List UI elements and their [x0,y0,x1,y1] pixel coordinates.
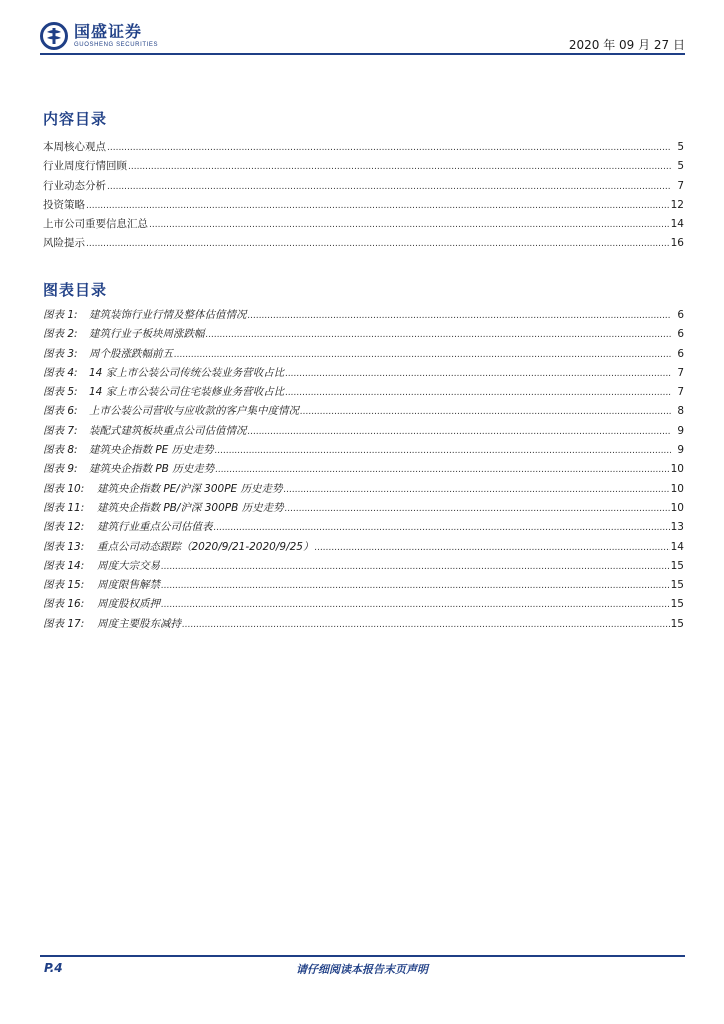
figure-item[interactable] [43,519,684,538]
figure-label: 建筑行业子板块周涨跌幅 [89,328,205,341]
toc-item[interactable] [43,197,684,216]
figure-number: 图表 13: [43,540,85,553]
dot-leader [214,523,670,533]
figure-number: 图表 15: [43,579,85,592]
figure-number: 图表 9: [43,463,78,476]
figures-title: 图表目录 [43,281,108,299]
figure-page: 9 [677,444,684,457]
figure-page: 15 [670,559,684,572]
figure-page: 6 [677,309,684,321]
toc-item-label: 投资策略 [43,198,85,211]
dot-leader [314,543,669,553]
dot-leader [215,446,671,456]
figure-item[interactable] [43,442,684,461]
figure-page: 15 [670,598,684,611]
dot-leader [182,620,670,630]
dot-leader [248,311,672,321]
dot-leader [107,143,671,153]
figure-page: 15 [670,579,684,592]
figure-number: 图表 10: [43,482,85,495]
figure-item[interactable] [43,461,684,480]
figure-item[interactable] [43,326,684,345]
figure-page: 14 [670,540,684,553]
figure-number: 图表 7: [43,424,78,437]
figure-number: 图表 12: [43,521,85,534]
figure-label: 上市公装公司营收与应收款的客户集中度情况 [89,405,299,418]
toc-item-label: 上市公司重要信息汇总 [43,218,148,231]
figure-label: 周度股权质押 [97,598,160,611]
toc-item-page: 7 [677,179,684,192]
figure-page: 13 [670,521,684,534]
figure-label: 建筑央企指数 PE/沪深 300PE 历史走势 [97,482,283,495]
figure-label: 周度主要股东减持 [97,617,181,630]
figure-page: 7 [677,366,684,379]
toc-item-label: 行业周度行情回顾 [43,160,127,173]
dot-leader [248,427,672,437]
toc-item[interactable] [43,216,684,235]
dot-leader [285,369,671,379]
dot-leader [161,562,670,572]
figure-label: 14 家上市公装公司传统公装业务营收占比 [89,366,285,379]
figure-item[interactable] [43,365,684,384]
figure-number: 图表 5: [43,386,78,399]
figure-page: 15 [670,617,684,630]
dot-leader [128,162,671,172]
figure-number: 图表 17: [43,617,85,630]
figure-label: 建筑行业重点公司估值表 [97,521,213,534]
figure-page: 10 [670,463,684,476]
figure-page: 8 [677,405,684,418]
toc-item-page: 14 [670,218,684,231]
figure-label: 周度限售解禁 [97,579,160,592]
figure-number: 图表 1: [43,309,78,321]
toc-item[interactable] [43,235,684,254]
toc-item[interactable] [43,158,684,177]
figure-item[interactable] [43,558,684,577]
figure-item[interactable] [43,423,684,442]
logo-english-name: GUOSHENG SECURITIES [74,42,159,48]
figure-item[interactable] [43,346,684,365]
figure-label: 重点公司动态跟踪（2020/9/21-2020/9/25） [97,540,314,553]
dot-leader [215,465,669,475]
dot-leader [86,239,670,249]
figures-list [43,307,684,635]
page-header [40,18,685,54]
dot-leader [174,350,671,360]
figure-page: 10 [670,482,684,495]
dot-leader [149,220,670,230]
figure-label: 建筑装饰行业行情及整体估值情况 [89,309,247,321]
page-number: P.4 [44,961,63,975]
figure-number: 图表 3: [43,347,78,360]
toc-item[interactable] [43,178,684,197]
toc-item[interactable] [43,139,684,158]
company-logo [40,22,158,50]
figure-page: 10 [670,501,684,514]
contents-list [43,139,684,255]
figure-number: 图表 8: [43,444,78,457]
logo-mark-icon [40,22,68,50]
figure-item[interactable] [43,384,684,403]
dot-leader [107,182,671,192]
dot-leader [284,485,670,495]
figure-item[interactable] [43,577,684,596]
figure-item[interactable] [43,616,684,635]
dot-leader [161,581,670,591]
figure-label: 14 家上市公装公司住宅装修业务营收占比 [89,386,285,399]
figure-page: 6 [677,347,684,360]
dot-leader [300,407,671,417]
toc-item-page: 16 [670,237,684,250]
footer-divider [40,955,685,957]
dot-leader [161,600,670,610]
figure-number: 图表 4: [43,366,78,379]
figure-number: 图表 11: [43,501,85,514]
figure-item[interactable] [43,481,684,500]
figure-label: 周度大宗交易 [97,559,160,572]
figure-label: 装配式建筑板块重点公司估值情况 [89,424,247,437]
figure-number: 图表 14: [43,559,85,572]
toc-item-label: 行业动态分析 [43,179,106,192]
dot-leader [206,330,672,340]
figure-page: 7 [677,386,684,399]
toc-item-label: 本周核心观点 [43,141,106,153]
figure-item[interactable] [43,539,684,558]
figure-item[interactable] [43,307,684,326]
header-divider [40,53,685,55]
dot-leader [285,504,670,514]
figure-number: 图表 6: [43,405,78,418]
figure-item[interactable] [43,500,684,519]
footer-disclaimer-note: 请仔细阅读本报告末页声明 [296,963,428,976]
figure-item[interactable] [43,596,684,615]
toc-item-page: 12 [670,198,684,211]
dot-leader [86,201,670,211]
dot-leader [285,388,671,398]
figure-label: 建筑央企指数 PB/沪深 300PB 历史走势 [97,501,284,514]
figure-label: 周个股涨跌幅前五 [89,347,173,360]
contents-title: 内容目录 [43,110,108,128]
figure-label: 建筑央企指数 PB 历史走势 [89,463,215,476]
toc-item-page: 5 [677,141,684,153]
report-date: 2020 年 09 月 27 日 [568,38,685,52]
figure-number: 图表 16: [43,598,85,611]
figure-item[interactable] [43,403,684,422]
logo-chinese-name: 国盛证券 [74,22,143,41]
toc-item-page: 5 [677,160,684,173]
toc-item-label: 风险提示 [43,237,85,250]
figure-number: 图表 2: [43,328,78,341]
figure-page: 6 [677,328,684,341]
figure-label: 建筑央企指数 PE 历史走势 [89,444,214,457]
figure-page: 9 [677,424,684,437]
